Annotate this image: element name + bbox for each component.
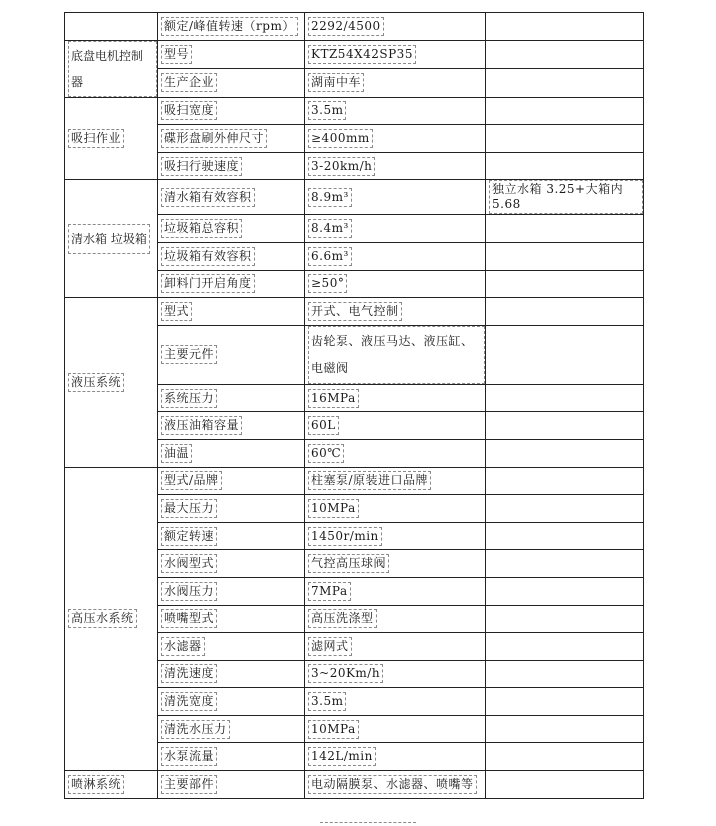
param-label: 液压油箱容量 (161, 416, 242, 435)
param-label: 清水箱有效容积 (161, 188, 255, 207)
note-cell (486, 688, 644, 716)
param-label: 生产企业 (161, 73, 217, 92)
param-cell (158, 577, 305, 605)
note-cell (486, 660, 644, 688)
param-value: 3-20km/h (308, 157, 375, 176)
value-cell (305, 69, 486, 98)
param-value: 齿轮泵、液压马达、液压缸、电磁阀 (308, 326, 485, 384)
param-cell (158, 605, 305, 633)
value-cell (305, 384, 486, 412)
param-value: 滤网式 (308, 637, 352, 656)
table-row (65, 40, 644, 69)
param-cell (158, 384, 305, 412)
param-label: 垃圾箱有效容积 (161, 247, 255, 266)
param-value: 6.6m³ (308, 247, 352, 266)
param-cell (158, 495, 305, 523)
param-value: 8.4m³ (308, 219, 352, 238)
value-cell (305, 467, 486, 495)
note-cell (486, 242, 644, 270)
category-label: 高压水系统 (68, 609, 137, 628)
param-label: 喷嘴型式 (161, 609, 217, 628)
value-cell (305, 13, 486, 41)
param-label: 水泵流量 (161, 747, 217, 766)
param-label: 主要部件 (161, 775, 217, 794)
note-cell (486, 633, 644, 661)
note-cell (486, 384, 644, 412)
param-value: 高压洗涤型 (308, 609, 377, 628)
note-cell (486, 715, 644, 743)
param-note: 独立水箱 3.25+大箱内 5.68 (489, 180, 643, 214)
value-cell (305, 495, 486, 523)
note-cell (486, 125, 644, 153)
footer-dashed-mark (320, 822, 416, 823)
value-cell (305, 439, 486, 467)
param-label: 卸料门开启角度 (161, 274, 255, 293)
category-label: 底盘电机控制器 (68, 41, 157, 97)
table-row (65, 298, 644, 326)
param-value: ≥50° (308, 274, 347, 293)
category-label: 液压系统 (68, 373, 124, 392)
note-cell (486, 69, 644, 98)
note-cell (486, 97, 644, 125)
param-cell (158, 633, 305, 661)
param-value: 16MPa (308, 389, 359, 408)
note-cell (486, 495, 644, 523)
param-label: 额定转速 (161, 527, 217, 546)
param-value: 10MPa (308, 720, 359, 739)
value-cell (305, 715, 486, 743)
param-cell (158, 467, 305, 495)
note-cell (486, 412, 644, 440)
param-value: 2292/4500 (308, 17, 384, 36)
param-label: 清洗水压力 (161, 720, 230, 739)
param-label: 水滤器 (161, 637, 205, 656)
param-cell (158, 298, 305, 326)
value-cell (305, 242, 486, 270)
note-cell (486, 743, 644, 771)
param-value: 电动隔膜泵、水滤器、喷嘴等 (308, 775, 477, 794)
param-value: 柱塞泵/原装进口品牌 (308, 471, 431, 490)
note-cell (486, 298, 644, 326)
note-cell (486, 605, 644, 633)
param-cell (158, 152, 305, 180)
category-cell (65, 298, 158, 467)
note-cell (486, 152, 644, 180)
value-cell (305, 522, 486, 550)
note-cell (486, 522, 644, 550)
param-value: 60℃ (308, 444, 344, 463)
category-label: 吸扫作业 (68, 129, 124, 148)
param-cell (158, 242, 305, 270)
category-cell (65, 467, 158, 771)
param-value: 60L (308, 416, 339, 435)
table-row (65, 13, 644, 41)
param-value: 3~20Km/h (308, 664, 383, 683)
param-cell (158, 13, 305, 41)
param-label: 清洗宽度 (161, 692, 217, 711)
param-value: 3.5m (308, 101, 346, 120)
value-cell (305, 152, 486, 180)
value-cell (305, 325, 486, 384)
param-cell (158, 550, 305, 578)
value-cell (305, 125, 486, 153)
param-label: 清洗速度 (161, 664, 217, 683)
category-cell (65, 40, 158, 97)
value-cell (305, 40, 486, 69)
value-cell (305, 771, 486, 799)
category-cell (65, 97, 158, 180)
param-cell (158, 412, 305, 440)
param-label: 型式/品牌 (161, 471, 222, 490)
param-value: ≥400mm (308, 129, 373, 148)
value-cell (305, 660, 486, 688)
param-cell (158, 660, 305, 688)
value-cell (305, 180, 486, 215)
category-label: 喷淋系统 (68, 775, 124, 794)
note-cell (486, 40, 644, 69)
note-cell (486, 13, 644, 41)
value-cell (305, 412, 486, 440)
param-value: 3.5m (308, 692, 346, 711)
value-cell (305, 550, 486, 578)
param-cell (158, 40, 305, 69)
param-value: 142L/min (308, 747, 376, 766)
param-cell (158, 125, 305, 153)
value-cell (305, 215, 486, 243)
param-cell (158, 688, 305, 716)
category-cell (65, 771, 158, 799)
table-row (65, 180, 644, 215)
param-cell (158, 522, 305, 550)
note-cell (486, 180, 644, 215)
param-cell (158, 97, 305, 125)
note-cell (486, 467, 644, 495)
note-cell (486, 577, 644, 605)
note-cell (486, 550, 644, 578)
category-label: 清水箱 垃圾箱 (68, 224, 150, 254)
value-cell (305, 688, 486, 716)
value-cell (305, 605, 486, 633)
param-label: 系统压力 (161, 389, 217, 408)
param-value: 气控高压球阀 (308, 554, 389, 573)
value-cell (305, 298, 486, 326)
param-cell (158, 771, 305, 799)
table-row (65, 97, 644, 125)
param-label: 碟形盘刷外伸尺寸 (161, 129, 267, 148)
param-cell (158, 270, 305, 298)
param-label: 水阀型式 (161, 554, 217, 573)
param-label: 型式 (161, 302, 192, 321)
param-label: 水阀压力 (161, 582, 217, 601)
note-cell (486, 215, 644, 243)
value-cell (305, 743, 486, 771)
param-label: 主要元件 (161, 345, 217, 364)
param-cell (158, 743, 305, 771)
note-cell (486, 439, 644, 467)
param-cell (158, 325, 305, 384)
value-cell (305, 270, 486, 298)
param-value: 8.9m³ (308, 188, 352, 207)
value-cell (305, 97, 486, 125)
spec-table (64, 12, 644, 799)
category-cell (65, 180, 158, 298)
param-cell (158, 69, 305, 98)
note-cell (486, 771, 644, 799)
param-value: KTZ54X42SP35 (308, 45, 416, 64)
note-cell (486, 270, 644, 298)
value-cell (305, 577, 486, 605)
param-value: 湖南中车 (308, 73, 364, 92)
param-cell (158, 180, 305, 215)
table-row (65, 771, 644, 799)
param-cell (158, 215, 305, 243)
param-value: 开式、电气控制 (308, 302, 402, 321)
table-row (65, 467, 644, 495)
value-cell (305, 633, 486, 661)
param-value: 7MPa (308, 582, 351, 601)
param-label: 垃圾箱总容积 (161, 219, 242, 238)
category-cell (65, 13, 158, 41)
param-label: 吸扫宽度 (161, 101, 217, 120)
param-label: 油温 (161, 444, 192, 463)
param-label: 最大压力 (161, 499, 217, 518)
param-value: 1450r/min (308, 527, 382, 546)
param-label: 吸扫行驶速度 (161, 157, 242, 176)
note-cell (486, 325, 644, 384)
param-label: 型号 (161, 45, 192, 64)
param-label: 额定/峰值转速（rpm） (161, 17, 298, 36)
param-value: 10MPa (308, 499, 359, 518)
param-cell (158, 715, 305, 743)
param-cell (158, 439, 305, 467)
